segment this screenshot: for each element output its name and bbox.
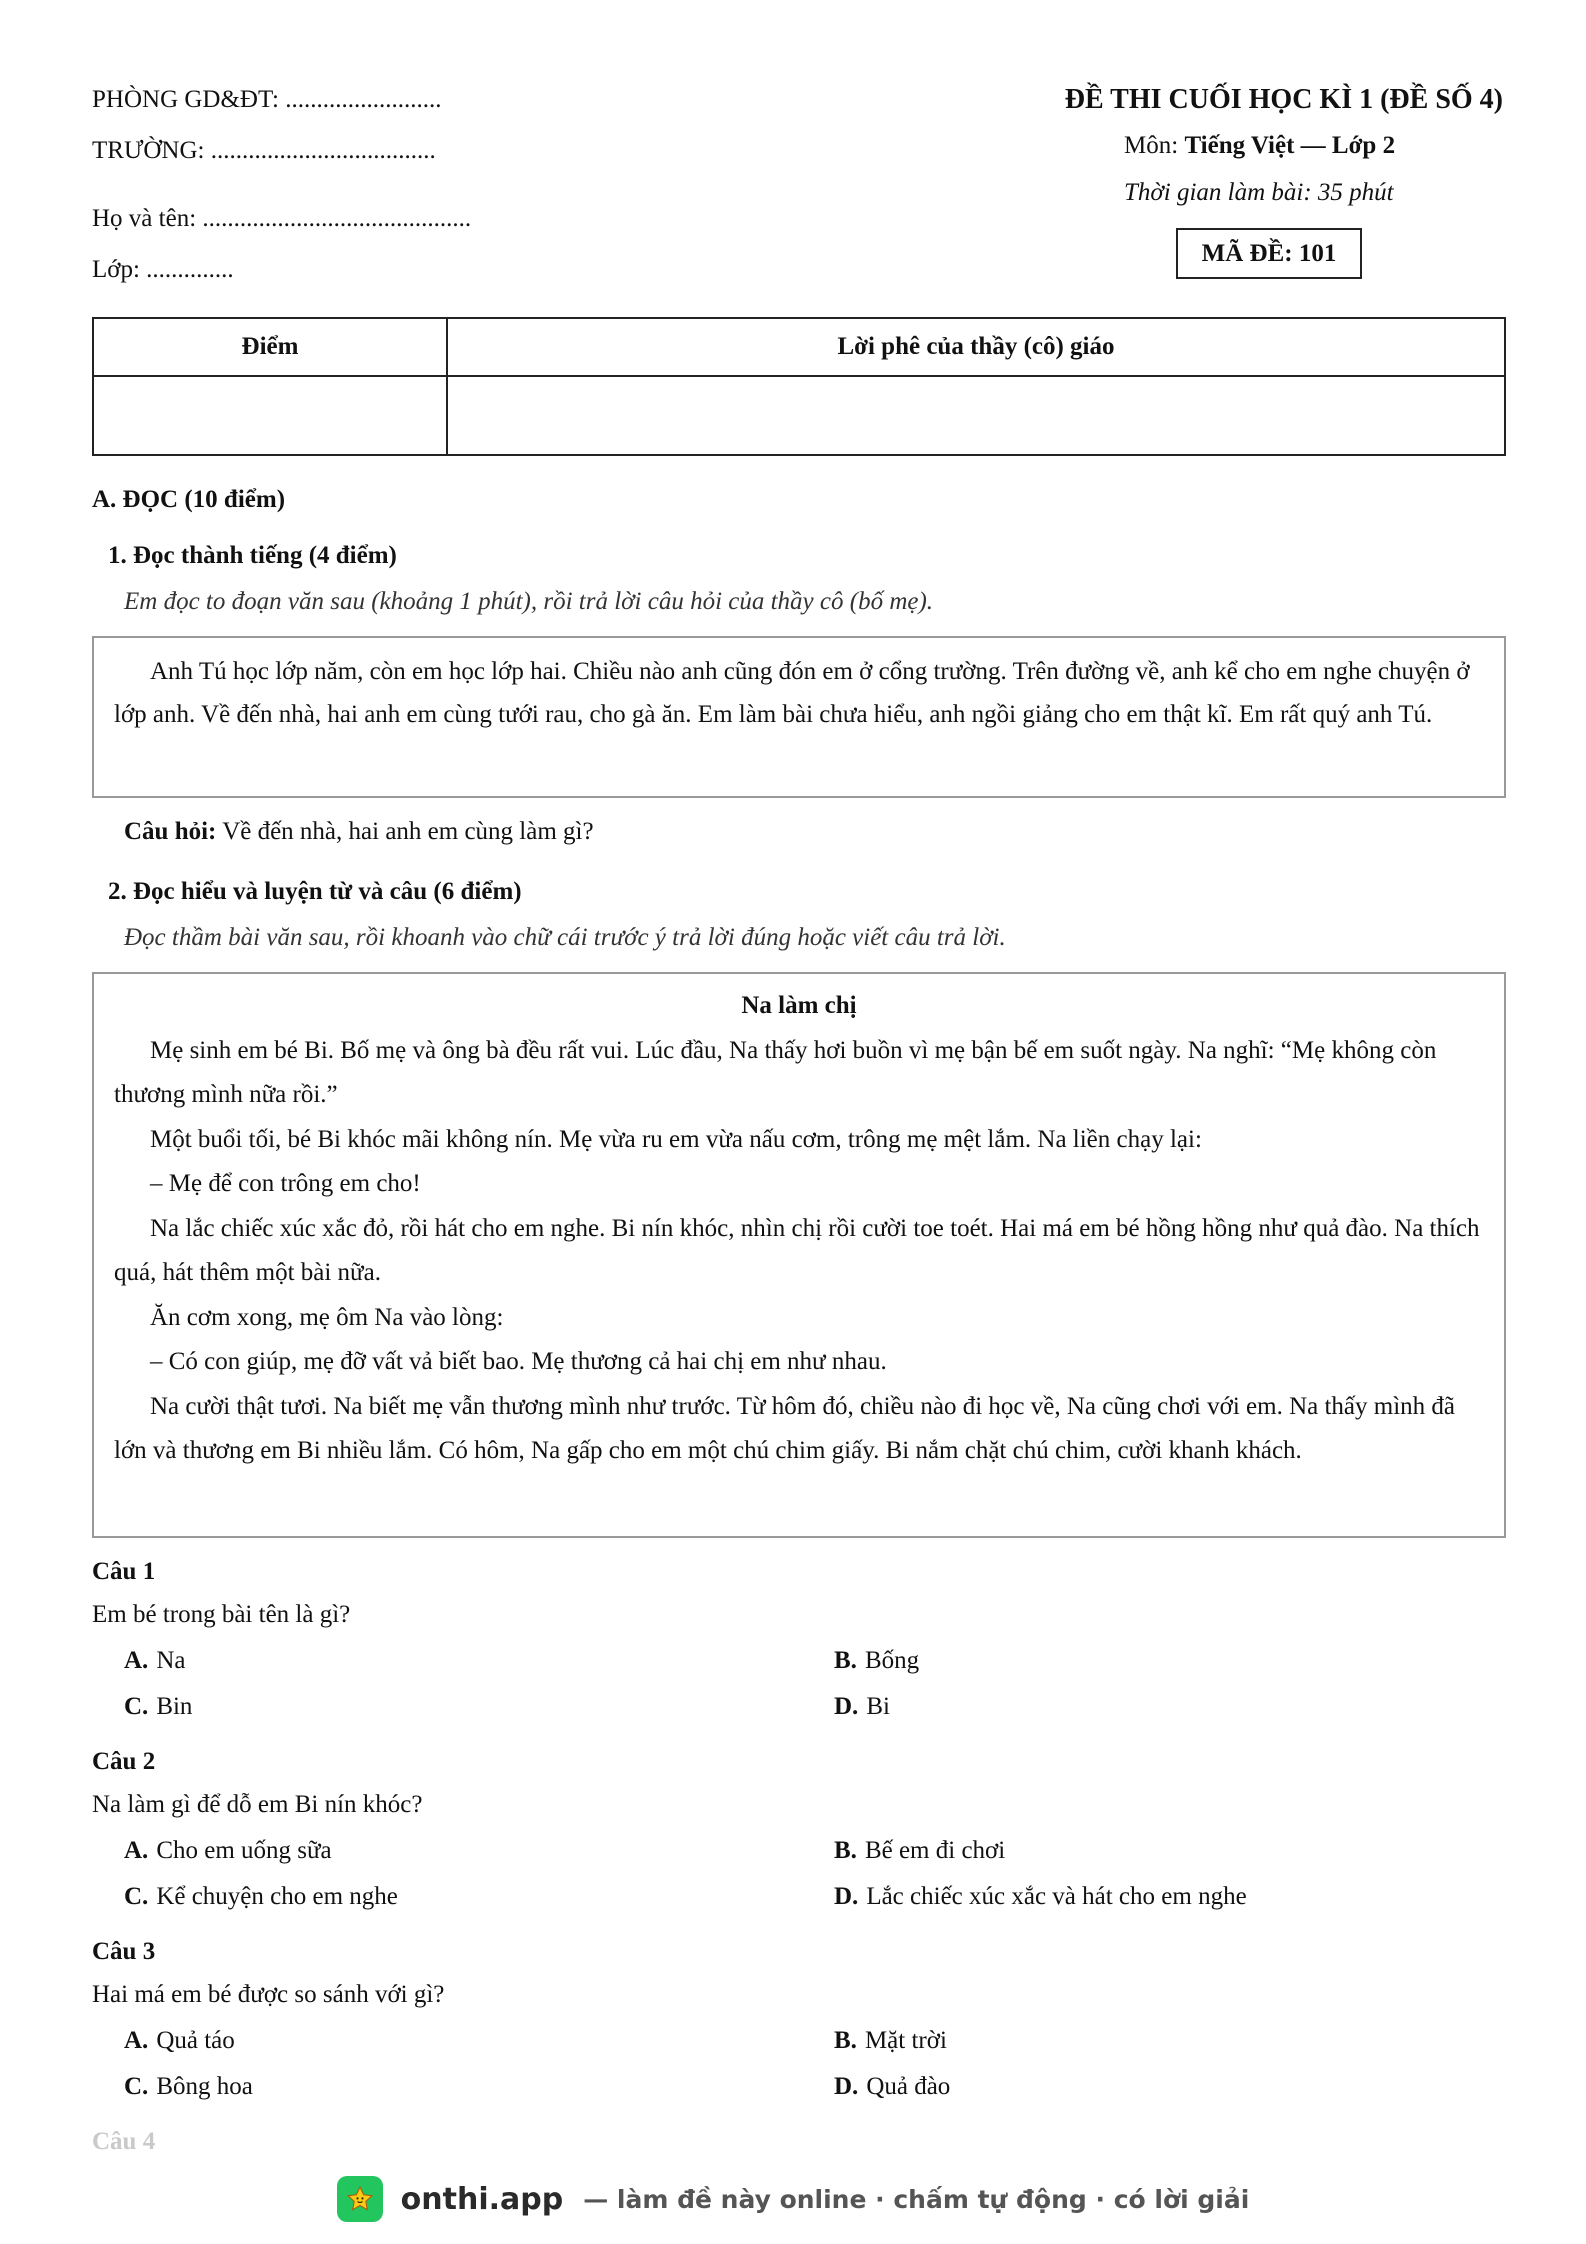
comment-header: Lời phê của thầy (cô) giáo [837, 333, 1115, 360]
story-paragraph: – Có con giúp, mẹ đỡ vất vả biết bao. Mẹ thương cả hai chị em như nhau. [150, 1348, 887, 1375]
truong: TRƯỜNG: .................................... [92, 137, 436, 164]
question-3-option-a[interactable] [124, 2027, 235, 2055]
question-2-option-c[interactable] [124, 1883, 398, 1911]
option-text: Bông hoa [156, 2073, 253, 2100]
option-letter: A. [124, 2027, 149, 2054]
question-3-option-d[interactable] [834, 2073, 950, 2101]
option-text: Bi [866, 1693, 890, 1720]
star-icon [345, 2184, 375, 2214]
story-paragraph: Ăn cơm xong, mẹ ôm Na vào lòng: [150, 1303, 504, 1331]
exam-code: MÃ ĐỀ: 101 [1176, 228, 1362, 279]
question-text: Về đến nhà, hai anh em cùng làm gì? [216, 818, 594, 845]
score-table [92, 317, 1506, 456]
option-letter: B. [834, 2027, 857, 2054]
option-letter: D. [834, 1693, 859, 1720]
ho-va-ten: Họ và tên: ........................................... [92, 205, 472, 232]
story-box [92, 972, 1506, 1538]
option-text: Mặt trời [864, 2027, 947, 2054]
exam-time: Thời gian làm bài: 35 phút [1124, 179, 1394, 206]
option-letter: B. [834, 1837, 857, 1864]
question-2-option-b[interactable] [834, 1837, 1005, 1865]
part2-instruction: Đọc thầm bài văn sau, rồi khoanh vào chữ cái trước ý trả lời đúng hoặc viết câu trả lời. [124, 924, 1006, 951]
part1-instruction: Em đọc to đoạn văn sau (khoảng 1 phút), rồi trả lời câu hỏi của thầy cô (bố mẹ). [124, 588, 934, 615]
question-3-option-b[interactable] [834, 2027, 947, 2055]
passage-1-box [92, 636, 1506, 798]
part2-title: 2. Đọc hiểu và luyện từ và câu (6 điểm) [108, 878, 522, 905]
option-letter: C. [124, 1883, 149, 1910]
question-3-text: Hai má em bé được so sánh với gì? [92, 1981, 445, 2008]
option-letter: D. [834, 1883, 859, 1910]
question-label: Câu hỏi: [124, 818, 217, 845]
phong-gddt: PHÒNG GD&ĐT: ......................... [92, 86, 442, 113]
question-1-option-a[interactable] [124, 1647, 185, 1675]
brand-name[interactable]: onthi.app [400, 2181, 564, 2217]
question-2-text: Na làm gì để dỗ em Bi nín khóc? [92, 1791, 423, 1818]
option-text: Quả đào [866, 2073, 951, 2100]
option-text: Quả táo [156, 2027, 235, 2054]
story-title: Na làm chị [741, 992, 857, 1019]
question-2-option-d[interactable] [834, 1883, 1247, 1911]
section-a-title: A. ĐỌC (10 điểm) [92, 486, 286, 513]
passage-1-text: Anh Tú học lớp năm, còn em học lớp hai. Chiều nào anh cũng đón em ở cổng trường. Trên đường về, anh kể cho em nghe chuyện ở lớp anh. Về đến nhà, hai anh em cùng tưới rau, cho gà ăn. Em làm bài chưa hiểu, anh ngồi giảng cho em thật kĩ. Em rất quý anh Tú. [114, 658, 1470, 728]
question-1-option-d[interactable] [834, 1693, 890, 1721]
option-text: Bế em đi chơi [864, 1837, 1006, 1864]
option-letter: B. [834, 1647, 857, 1674]
footer-banner[interactable] [0, 2172, 1586, 2226]
question-3-label: Câu 3 [92, 1938, 156, 1965]
exam-title: ĐỀ THI CUỐI HỌC KÌ 1 (ĐỀ SỐ 4) [1064, 84, 1503, 115]
option-letter: A. [124, 1837, 149, 1864]
subject-line [1124, 132, 1395, 160]
question-3-option-c[interactable] [124, 2073, 253, 2101]
option-letter: C. [124, 1693, 149, 1720]
option-letter: A. [124, 1647, 149, 1674]
question-1-option-c[interactable] [124, 1693, 192, 1721]
logo [337, 2176, 383, 2222]
footer-tagline: — làm đề này online · chấm tự động · có lời giải [583, 2184, 1250, 2214]
question-2-option-a[interactable] [124, 1837, 332, 1865]
score-header: Điểm [241, 333, 299, 360]
part1-question [124, 818, 594, 846]
question-2-label: Câu 2 [92, 1748, 156, 1775]
option-text: Kể chuyện cho em nghe [156, 1883, 398, 1910]
question-4-label: Câu 4 [92, 2128, 156, 2155]
question-1-text: Em bé trong bài tên là gì? [92, 1601, 351, 1628]
option-text: Bin [156, 1693, 193, 1720]
lop: Lớp: .............. [92, 256, 234, 283]
option-letter: D. [834, 2073, 859, 2100]
table-divider [94, 375, 1504, 377]
subject-prefix: Môn: [1124, 132, 1185, 159]
option-text: Lắc chiếc xúc xắc và hát cho em nghe [866, 1883, 1247, 1910]
story-paragraph: Na cười thật tươi. Na biết mẹ vẫn thương mình như trước. Từ hôm đó, chiều nào đi học về, Na cũng chơi với em. Na thấy mình đã lớn và thương em Bi nhiều lắm. Có hôm, Na gấp cho em một chú chim giấy. Bi nắm chặt chú chim, cười khanh khách. [114, 1392, 1456, 1464]
option-text: Cho em uống sữa [156, 1837, 332, 1864]
option-letter: C. [124, 2073, 149, 2100]
story-paragraph: – Mẹ để con trông em cho! [150, 1170, 421, 1197]
option-text: Bống [864, 1647, 920, 1674]
option-text: Na [156, 1647, 186, 1674]
subject: Tiếng Việt — Lớp 2 [1184, 132, 1396, 159]
story-paragraph: Na lắc chiếc xúc xắc đỏ, rồi hát cho em nghe. Bi nín khóc, nhìn chị rồi cười toe toét. Hai má em bé hồng hồng như quả đào. Na thích quá, hát thêm một bài nữa. [114, 1214, 1480, 1286]
question-1-option-b[interactable] [834, 1647, 919, 1675]
part1-title: 1. Đọc thành tiếng (4 điểm) [108, 542, 397, 569]
story-paragraph: Một buổi tối, bé Bi khóc mãi không nín. Mẹ vừa ru em vừa nấu cơm, trông mẹ mệt lắm. Na liền chạy lại: [150, 1125, 1202, 1153]
question-1-label: Câu 1 [92, 1558, 156, 1585]
story-paragraph: Mẹ sinh em bé Bi. Bố mẹ và ông bà đều rất vui. Lúc đầu, Na thấy hơi buồn vì mẹ bận bế em suốt ngày. Na nghĩ: “Mẹ không còn thương mình nữa rồi.” [114, 1036, 1437, 1108]
